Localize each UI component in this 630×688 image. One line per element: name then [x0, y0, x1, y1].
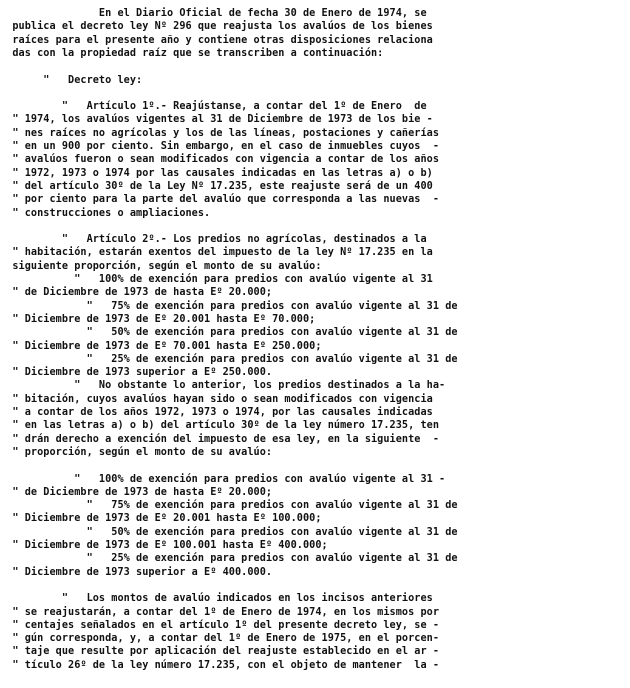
text-line: " proporción, según el monto de su avalúo:	[0, 446, 273, 458]
text-line: " construcciones o ampliaciones.	[0, 207, 211, 219]
text-line: siguiente proporción, según el monto de su avalúo:	[0, 260, 322, 272]
text-line: " Diciembre de 1973 de Eº 100.001 hasta Eº 400.000;	[0, 540, 328, 551]
text-line: " a contar de los años 1972, 1973 o 1974, por las causales indicadas	[0, 407, 433, 418]
text-line: publica el decreto ley Nº 296 que reajusta los avalúos de los bienes	[0, 21, 433, 33]
text-line: " gún corresponda, y, a contar del 1º de Enero de 1975, en el porcen-	[0, 633, 440, 645]
text-line: " en las letras a) o b) del artículo 30º de la ley número 17.235, ten	[0, 420, 440, 432]
text-line: " 100% de exención para predios con avalúo vigente al 31 -	[0, 473, 446, 485]
text-line: " avalúos fueron o sean modificados con vigencia a contar de los años	[0, 154, 440, 166]
text-line: " de Diciembre de 1973 de hasta Eº 20.000;	[0, 486, 273, 498]
text-line: " del artículo 30º de la Ley Nº 17.235, este reajuste será de un 400	[0, 180, 433, 192]
text-line: " centajes señalados en el artículo 1º del presente decreto ley, se -	[0, 619, 440, 631]
text-line: " Diciembre de 1973 superior a Eº 250.000.	[0, 367, 273, 379]
text-line: " Decreto ley:	[0, 74, 143, 86]
text-line: " 1974, los avalúos vigentes al 31 de Diciembre de 1973 de los bie -	[0, 114, 433, 126]
text-line: En el Diario Oficial de fecha 30 de Enero de 1974, se	[0, 8, 427, 19]
text-line: " 50% de exención para predios con avalúo vigente al 31 de	[0, 327, 458, 339]
text-line: " 75% de exención para predios con avalúo vigente al 31 de	[0, 300, 458, 312]
text-line: " tículo 26º de la ley número 17.235, con el objeto de mantener la -	[0, 659, 440, 671]
text-line: " Diciembre de 1973 de Eº 70.001 hasta Eº 250.000;	[0, 340, 322, 352]
text-line: " habitación, estarán exentos del impuesto de la ley Nº 17.235 en la	[0, 247, 433, 259]
text-line: " No obstante lo anterior, los predios destinados a la ha-	[0, 380, 446, 392]
text-line: " Los montos de avalúo indicados en los incisos anteriores	[0, 593, 433, 605]
text-line: " Diciembre de 1973 superior a Eº 400.000.	[0, 566, 273, 578]
text-line: " Diciembre de 1973 de Eº 20.001 hasta Eº 70.000;	[0, 313, 316, 325]
text-line: " 75% de exención para predios con avalúo vigente al 31 de	[0, 500, 458, 512]
text-line: raíces para el presente año y contiene otras disposiciones relaciona	[0, 34, 433, 46]
text-line: " de Diciembre de 1973 de hasta Eº 20.000;	[0, 287, 273, 299]
text-line: " Artículo 1º.- Reajústanse, a contar del 1º de Enero de	[0, 101, 427, 113]
text-line: " 1972, 1973 o 1974 por las causales indicadas en las letras a) o b)	[0, 167, 433, 179]
text-line: das con la propiedad raíz que se transcriben a continuación:	[0, 47, 384, 59]
text-line: " taje que resulte por aplicación del reajuste establecido en el ar -	[0, 646, 440, 658]
text-line: " bitación, cuyos avalúos hayan sido o sean modificados con vigencia	[0, 393, 433, 405]
text-line: " se reajustarán, a contar del 1º de Enero de 1974, en los mismos por	[0, 606, 440, 618]
text-line: " Artículo 2º.- Los predios no agrícolas, destinados a la	[0, 234, 427, 246]
text-line: " nes raíces no agrícolas y los de las líneas, postaciones y cañerías	[0, 127, 440, 139]
text-line: " 100% de exención para predios con avalúo vigente al 31	[0, 274, 433, 285]
text-line: " por ciento para la parte del avalúo que corresponda a las nuevas -	[0, 194, 440, 206]
text-line: " 25% de exención para predios con avalúo vigente al 31 de	[0, 553, 458, 565]
text-line: " 50% de exención para predios con avalúo vigente al 31 de	[0, 526, 458, 538]
text-line: " drán derecho a exención del impuesto de esa ley, en la siguiente -	[0, 433, 440, 445]
text-line: " en un 900 por ciento. Sin embargo, en el caso de inmuebles cuyos -	[0, 141, 440, 152]
text-line: " 25% de exención para predios con avalúo vigente al 31 de	[0, 353, 458, 365]
text-line: " Diciembre de 1973 de Eº 20.001 hasta Eº 100.000;	[0, 513, 322, 525]
